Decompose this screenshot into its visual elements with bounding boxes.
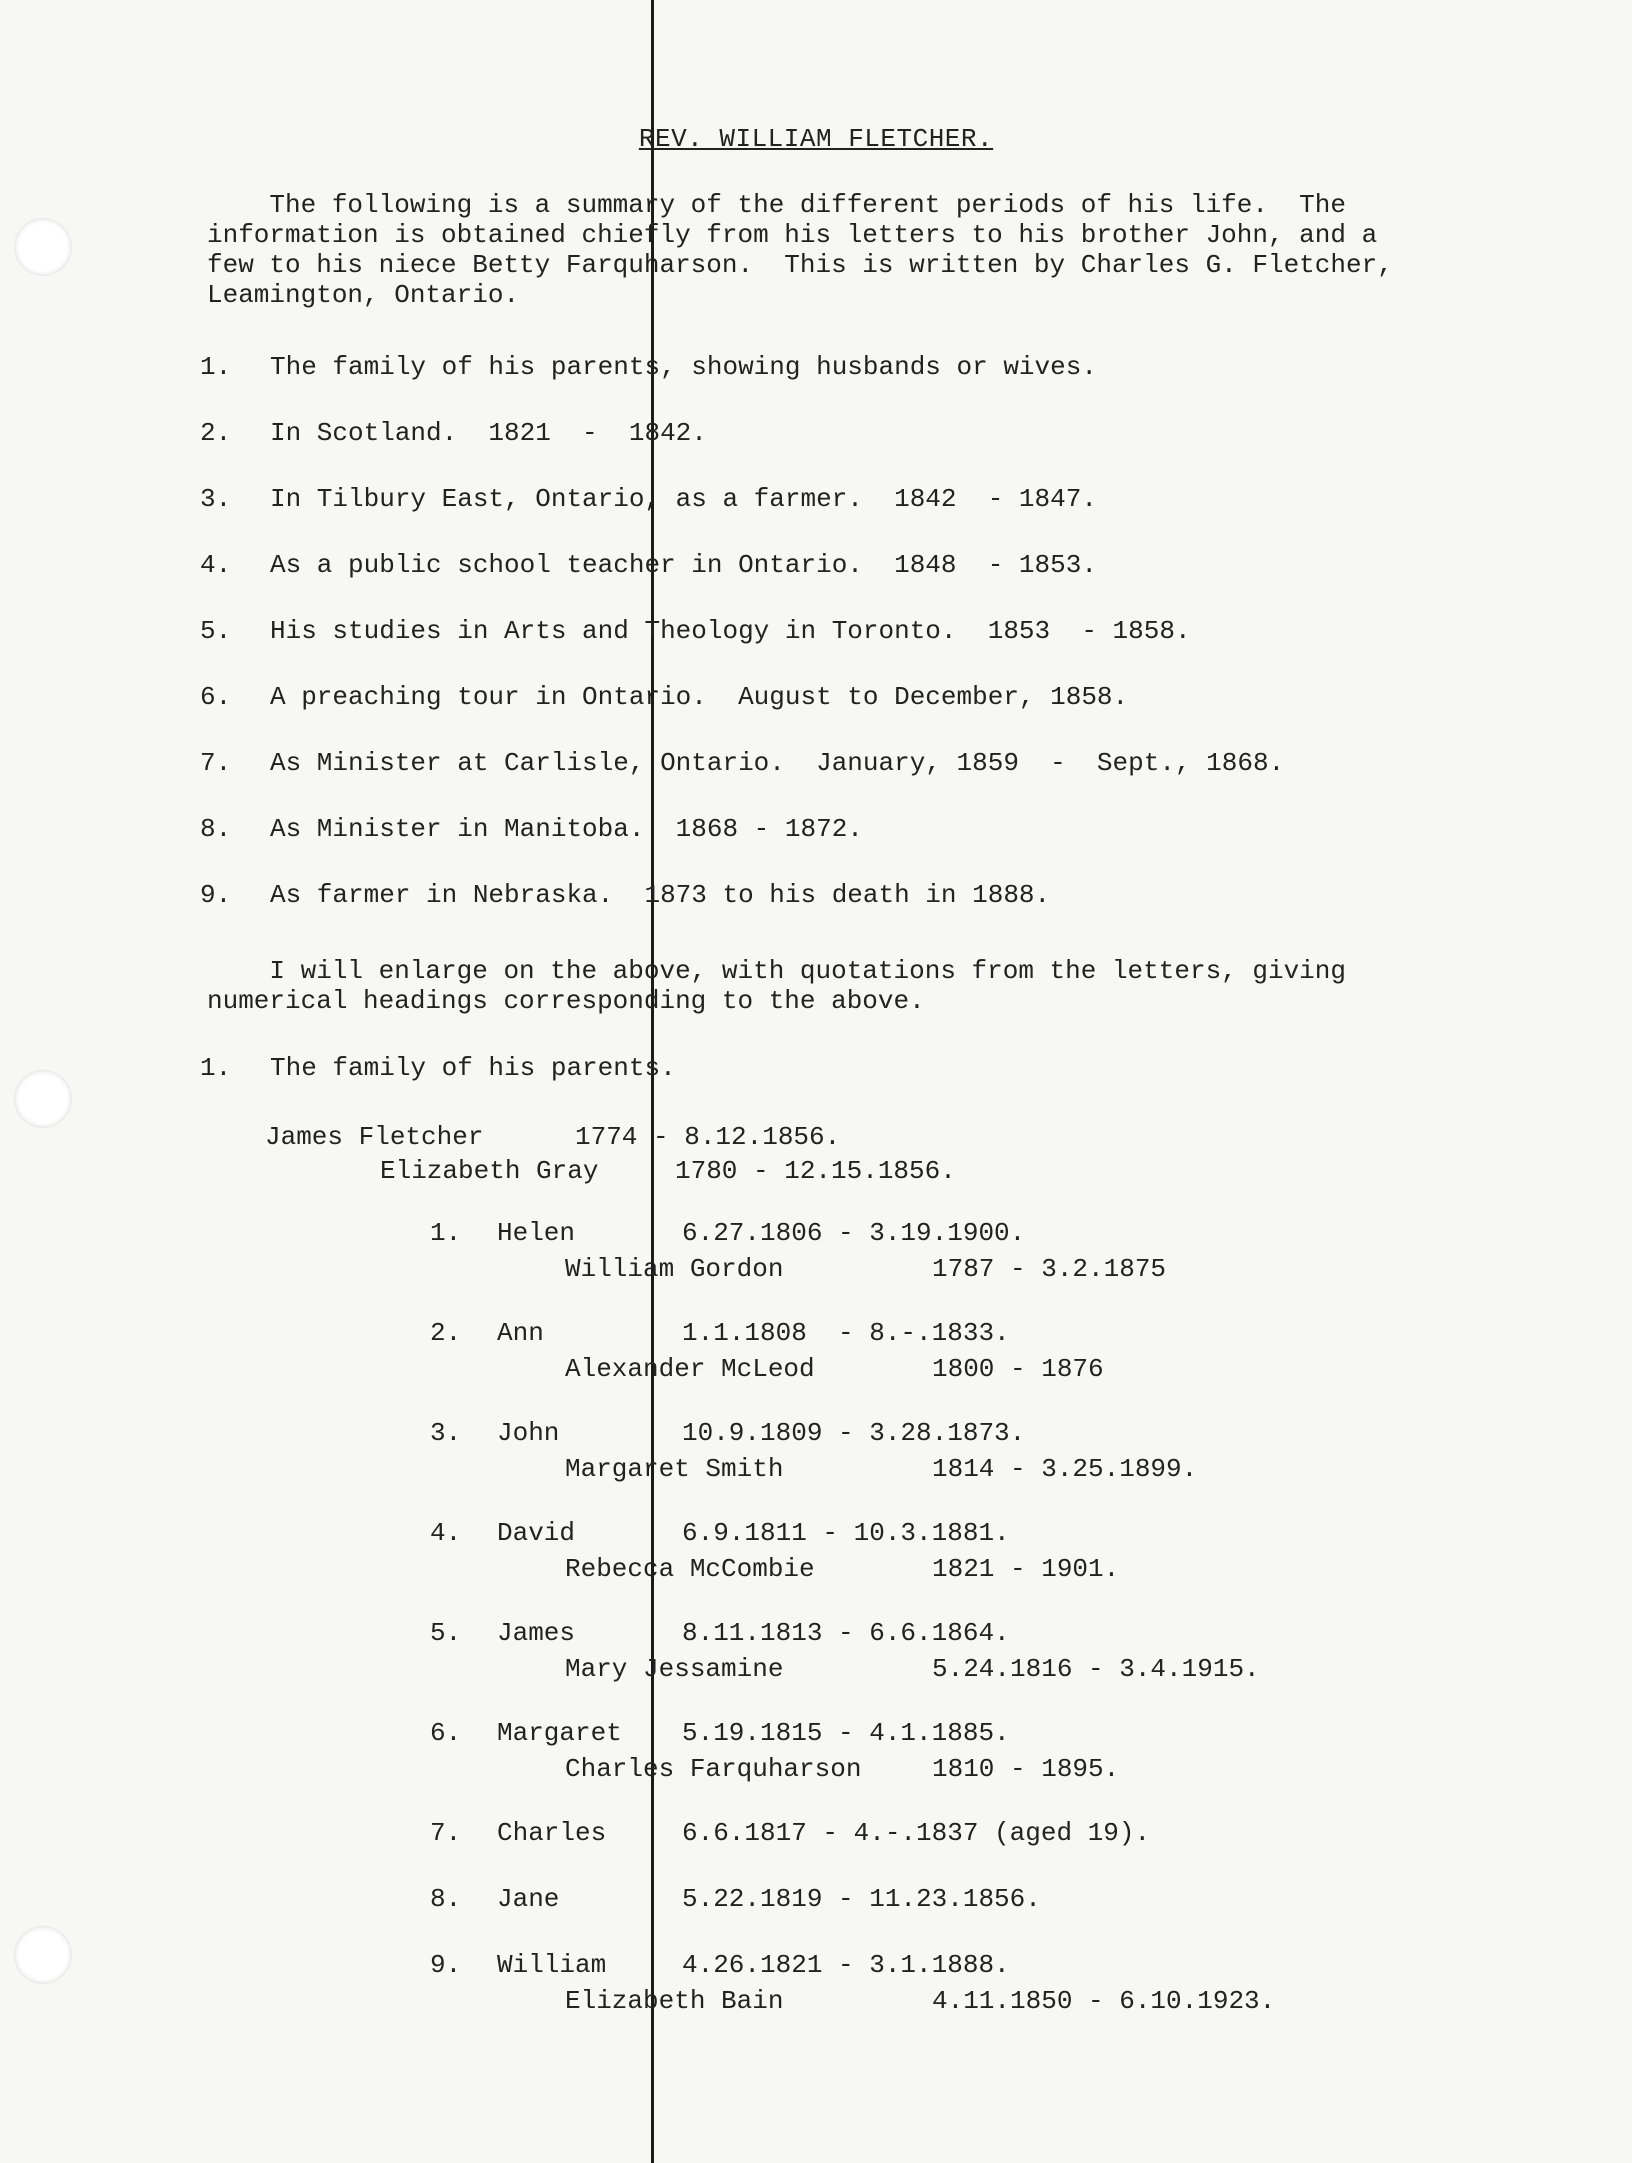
intro-line: information is obtained chiefly from his letters to his brother John, and a — [207, 220, 1378, 250]
outline-item — [200, 484, 1500, 550]
outline-number: 7. — [200, 748, 232, 778]
outline-number: 6. — [200, 682, 232, 712]
child-entry — [0, 1418, 1632, 1518]
child-number: 2. — [430, 1318, 462, 1348]
child-entry — [0, 1718, 1632, 1818]
spouse-name: Margaret Smith — [565, 1454, 784, 1484]
child-number: 4. — [430, 1518, 462, 1548]
parent-name: Elizabeth Gray — [380, 1156, 599, 1186]
outline-text: The family of his parents, showing husbands or wives. — [270, 352, 1097, 382]
spouse-dates: 1810 - 1895. — [932, 1754, 1120, 1784]
intro-line: Leamington, Ontario. — [207, 280, 520, 310]
outline-text: As farmer in Nebraska. 1873 to his death in 1888. — [270, 880, 1051, 910]
child-dates: 6.9.1811 - 10.3.1881. — [682, 1518, 1010, 1548]
child-dates: 6.27.1806 - 3.19.1900. — [682, 1218, 1026, 1248]
outline-item — [200, 814, 1500, 880]
spouse-name: Elizabeth Bain — [565, 1986, 784, 2016]
spouse-dates: 4.11.1850 - 6.10.1923. — [932, 1986, 1276, 2016]
para2-line: numerical headings corresponding to the above. — [207, 986, 925, 1016]
child-entry — [0, 1950, 1632, 2050]
child-dates: 8.11.1813 - 6.6.1864. — [682, 1618, 1010, 1648]
punch-hole — [14, 218, 72, 276]
child-name: James — [497, 1618, 576, 1648]
spouse-dates: 1800 - 1876 — [932, 1354, 1104, 1384]
child-name: Ann — [497, 1318, 544, 1348]
outline-item — [200, 682, 1500, 748]
spouse-name: Alexander McLeod — [565, 1354, 815, 1384]
child-entry — [0, 1218, 1632, 1318]
child-number: 7. — [430, 1818, 462, 1848]
periods-outline — [200, 352, 1500, 946]
outline-number: 1. — [200, 352, 232, 382]
outline-number: 9. — [200, 880, 232, 910]
child-number: 5. — [430, 1618, 462, 1648]
outline-text: His studies in Arts and Theology in Toronto. 1853 - 1858. — [270, 616, 1191, 646]
outline-item — [200, 748, 1500, 814]
spouse-dates: 1814 - 3.25.1899. — [932, 1454, 1198, 1484]
spouse-name: Rebecca McCombie — [565, 1554, 815, 1584]
outline-text: A preaching tour in Ontario. August to December, 1858. — [270, 682, 1129, 712]
family-heading-text: The family of his parents. — [270, 1053, 676, 1083]
spouse-dates: 1821 - 1901. — [932, 1554, 1120, 1584]
outline-number: 4. — [200, 550, 232, 580]
parent-father — [265, 1120, 956, 1154]
spouse-dates: 5.24.1816 - 3.4.1915. — [932, 1654, 1260, 1684]
child-number: 6. — [430, 1718, 462, 1748]
child-entry — [0, 1618, 1632, 1718]
child-entry — [0, 1884, 1632, 1950]
child-name: William — [497, 1950, 607, 1980]
outline-item — [200, 550, 1500, 616]
child-dates: 5.22.1819 - 11.23.1856. — [682, 1884, 1041, 1914]
child-entry — [0, 1318, 1632, 1418]
child-name: Jane — [497, 1884, 560, 1914]
spouse-name: Mary Jessamine — [565, 1654, 784, 1684]
outline-number: 3. — [200, 484, 232, 514]
parent-mother — [265, 1154, 956, 1188]
child-name: Margaret — [497, 1718, 622, 1748]
outline-item — [200, 616, 1500, 682]
child-name: Helen — [497, 1218, 576, 1248]
outline-text: In Tilbury East, Ontario, as a farmer. 1842 - 1847. — [270, 484, 1097, 514]
outline-text: In Scotland. 1821 - 1842. — [270, 418, 707, 448]
intro-line: The following is a summary of the different periods of his life. The — [207, 190, 1346, 220]
outline-item — [200, 418, 1500, 484]
outline-number: 8. — [200, 814, 232, 844]
child-dates: 4.26.1821 - 3.1.1888. — [682, 1950, 1010, 1980]
child-entry — [0, 1518, 1632, 1618]
child-name: Charles — [497, 1818, 607, 1848]
child-dates: 10.9.1809 - 3.28.1873. — [682, 1418, 1026, 1448]
child-number: 9. — [430, 1950, 462, 1980]
outline-item — [200, 880, 1500, 946]
parent-dates: 1774 - 8.12.1856. — [575, 1122, 841, 1152]
intro-paragraph — [207, 190, 1507, 310]
outline-number: 2. — [200, 418, 232, 448]
parent-dates: 1780 - 12.15.1856. — [675, 1156, 956, 1186]
outline-item — [200, 352, 1500, 418]
child-number: 8. — [430, 1884, 462, 1914]
child-number: 1. — [430, 1218, 462, 1248]
child-dates: 5.19.1815 - 4.1.1885. — [682, 1718, 1010, 1748]
family-heading-number: 1. — [200, 1053, 232, 1083]
outline-text: As a public school teacher in Ontario. 1848 - 1853. — [270, 550, 1097, 580]
intro-line: few to his niece Betty Farquharson. This is written by Charles G. Fletcher, — [207, 250, 1393, 280]
child-dates: 6.6.1817 - 4.-.1837 (aged 19). — [682, 1818, 1151, 1848]
child-name: David — [497, 1518, 576, 1548]
spouse-dates: 1787 - 3.2.1875 — [932, 1254, 1167, 1284]
outline-text: As Minister at Carlisle, Ontario. January, 1859 - Sept., 1868. — [270, 748, 1285, 778]
parent-name: James Fletcher — [265, 1122, 484, 1152]
child-number: 3. — [430, 1418, 462, 1448]
parents-block — [265, 1120, 956, 1188]
para2-line: I will enlarge on the above, with quotations from the letters, giving — [207, 956, 1346, 986]
outline-text: As Minister in Manitoba. 1868 - 1872. — [270, 814, 863, 844]
spouse-name: Charles Farquharson — [565, 1754, 862, 1784]
punch-hole — [14, 1070, 72, 1128]
page-title: REV. WILLIAM FLETCHER. — [638, 124, 994, 154]
children-list — [0, 1218, 1632, 2050]
spouse-name: William Gordon — [565, 1254, 784, 1284]
outline-number: 5. — [200, 616, 232, 646]
child-dates: 1.1.1808 - 8.-.1833. — [682, 1318, 1010, 1348]
child-name: John — [497, 1418, 560, 1448]
family-heading — [200, 1053, 676, 1083]
child-entry — [0, 1818, 1632, 1884]
enlarge-paragraph — [207, 956, 1507, 1016]
